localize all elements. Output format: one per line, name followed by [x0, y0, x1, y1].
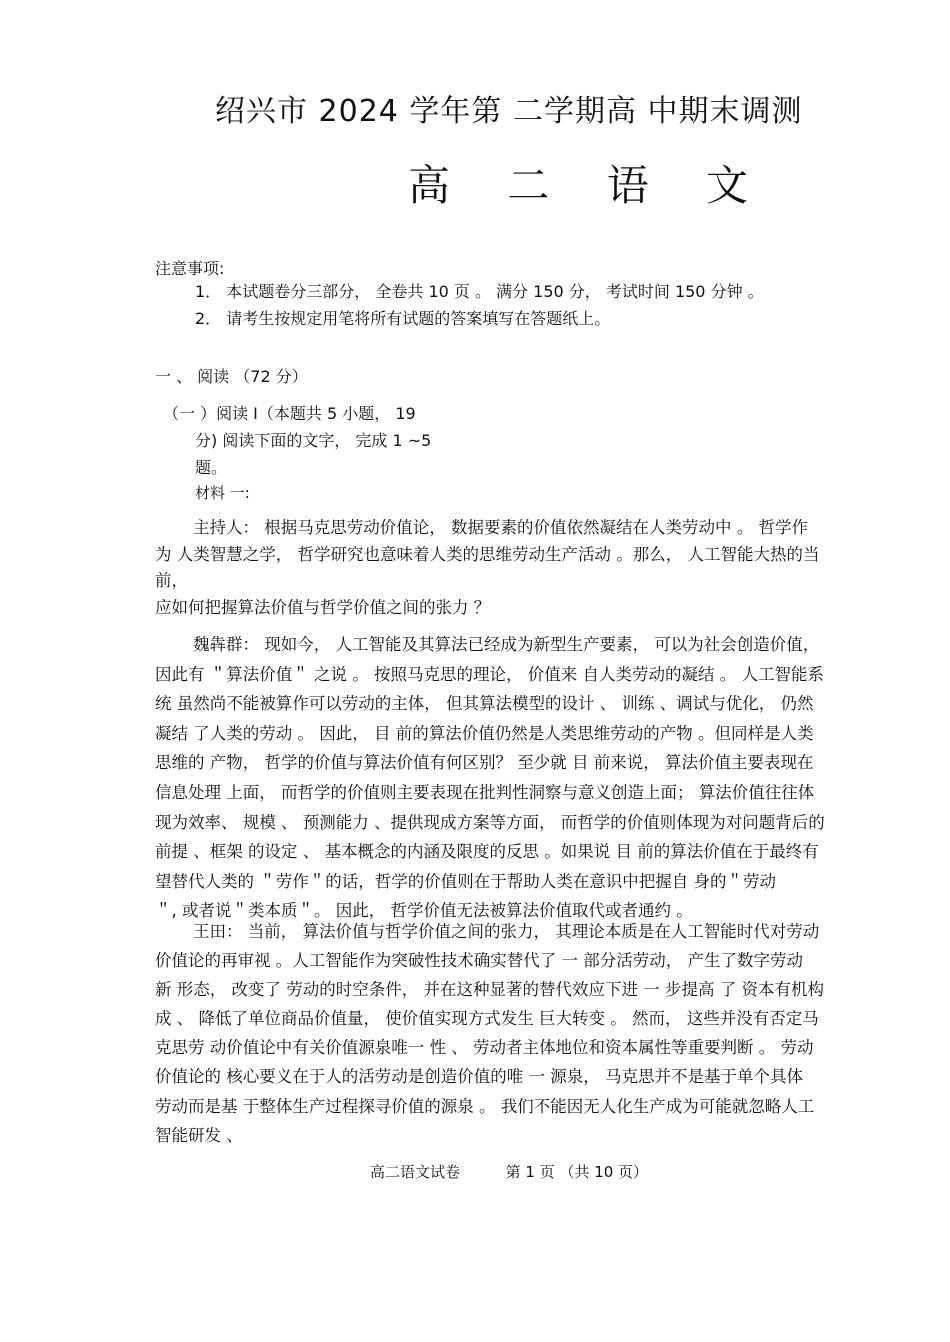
footer-paper-name: 高二语文试卷: [370, 1163, 461, 1181]
part-heading-line-3: 题。: [195, 458, 228, 477]
notice-heading: 注意事项:: [155, 259, 225, 278]
wang-line-6: 价值论的 核心要义在于人的活劳动是创造价值的唯 一 源泉， 马克思并不是基于单个具体: [155, 1067, 803, 1087]
wang-line-7: 劳动而是基 于整体生产过程探寻价值的源泉 。 我们不能因无人化生产成为可能就忽略人工: [155, 1096, 815, 1116]
part-heading-line-2: 分) 阅读下面的文字， 完成 1 ~5: [195, 431, 432, 450]
host-line-4: 应如何把握算法价值与哲学价值之间的张力 ？: [155, 597, 491, 617]
wei-line-6: 信息处理 上面， 而哲学的价值则主要表现在批判性洞察与意义创造上面； 算法价值往往体: [155, 782, 815, 802]
wang-paragraph: [155, 917, 915, 1150]
wei-line-4: 凝结 了人类的劳动 。 因此， 目 前的算法价值仍然是人类思维劳动的产物 。但同样是人类: [155, 723, 814, 743]
host-paragraph: [155, 515, 915, 621]
wei-line-10: ＂, 或者说＂类本质＂。 因此， 哲学价值无法被算法价值取代或者通约 。: [155, 901, 693, 921]
material-label: 材料 一:: [195, 484, 250, 502]
wang-line-2: 价值论的再审视 。人工智能作为突破性技术确实替代了 一 部分活劳动， 产生了数字劳动: [155, 951, 803, 971]
notice-item-1: 1． 本试题卷分三部分， 全卷共 10 页 。 满分 150 分， 考试时间 150 分钟 。: [195, 282, 764, 301]
wei-line-7: 现为效率、 规模 、 预测能力 、提供现成方案等方面， 而哲学的价值则体现为对问题背后的: [155, 812, 825, 832]
wei-line-3: 统 虽然尚不能被算作可以劳动的主体， 但其算法模型的设计 、 训练 、调试与优化， 仍然: [155, 694, 814, 714]
page-footer: [370, 1161, 648, 1182]
wang-line-5: 克思劳 动价值论中有关价值源泉唯一 性 、 劳动者主体地位和资本属性等重要判断 。 劳动: [155, 1038, 814, 1058]
wei-line-5: 思维的 产物， 哲学的价值与算法价值有何区别？ 至少就 目 前来说， 算法价值主要表现在: [155, 753, 814, 773]
host-line-2: 为 人类智慧之学， 哲学研究也意味着人类的思维劳动生产活动 。那么， 人工智能大热的当: [155, 544, 820, 564]
host-line-3: 前，: [155, 571, 188, 590]
wei-paragraph: [155, 630, 915, 926]
wei-line-1: 魏犇群： 现如今， 人工智能及其算法已经成为新型生产要素， 可以为社会创造价值，: [193, 635, 820, 654]
subject-title: 高 二 语 文: [408, 161, 771, 210]
wang-line-8: 智能研发 、: [155, 1125, 243, 1145]
wei-line-2: 因此有 ＂算法价值＂ 之说 。 按照马克思的理论， 价值来 自人类劳动的凝结 。 人工智能系: [155, 664, 824, 684]
wei-line-9: 望替代人类的 ＂劳作＂的话，哲学的价值则在于帮助人类在意识中把握自 身的＂劳动: [155, 871, 776, 891]
wei-line-8: 前提 、框架 的设定 、 基本概念的内涵及限度的反思 。如果说 目 前的算法价值在于最终有: [155, 842, 819, 862]
wang-line-4: 成 、 降低了单位商品价值量， 使价值实现方式发生 巨大转变 。 然而， 这些并没有否定马: [155, 1009, 819, 1029]
wang-line-1: 王田： 当前， 算法价值与哲学价值之间的张力， 其理论本质是在人工智能时代对劳动: [193, 922, 820, 941]
footer-page-number: 第 1 页 （共 10 页）: [505, 1163, 649, 1181]
notice-item-2: 2． 请考生按规定用笔将所有试题的答案填写在答题纸上。: [195, 309, 611, 328]
host-line-1: 主持人： 根据马克思劳动价值论， 数据要素的价值依然凝结在人类劳动中 。 哲学作: [193, 518, 808, 537]
part-heading-line-1: （一 ）阅读 I（本题共 5 小题， 19: [163, 404, 416, 423]
section-heading: 一 、 阅读 （72 分）: [155, 367, 308, 386]
exam-title: 绍兴市 2024 学年第 二学期高 中期末调测: [215, 94, 803, 129]
wang-line-3: 新 形态， 改变了 劳动的时空条件， 并在这种显著的替代效应下进 一 步提高 了 资本有机构: [155, 980, 824, 1000]
